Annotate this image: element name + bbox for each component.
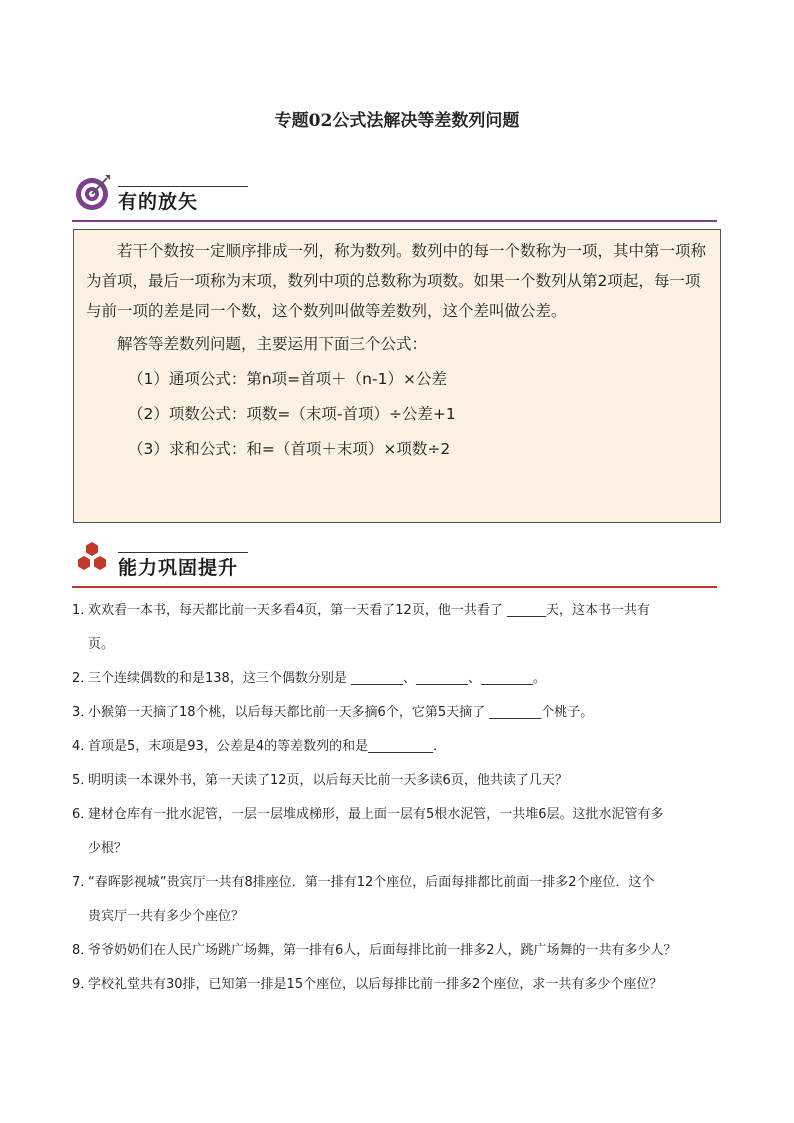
question-item: 4．首项是5，末项是93，公差是4的等差数列的和是__________． [72,739,447,754]
section-divider [72,220,717,222]
question-item: 1．欢欢看一本书，每天都比前一天多看4页，第一天看了12页，他一共看了 ______天，这本书一共有 页。 [72,603,650,652]
formula-item: （1）通项公式：第n项=首项＋（n-1）×公差 [128,370,447,388]
section-header-goals [72,172,717,222]
question-item: 8．爷爷奶奶们在人民广场跳广场舞，第一排有6人，后面每排比前一排多2人，跳广场舞的一共有多少人？ [72,943,677,958]
target-icon [72,172,112,212]
section-header-practice [72,538,717,588]
formula-item: （3）求和公式：和=（首项＋末项）×项数÷2 [128,440,451,458]
section-title: 能力巩固提升 [118,557,239,579]
concept-box [73,229,721,523]
hexagon-cluster-icon [72,538,112,578]
section-divider [72,586,717,588]
question-item: 7．“春晖影视城”贵宾厅一共有8排座位．第一排有12个座位，后面每排都比前面一排多2个座位．这个 贵宾厅一共有多少个座位？ [72,875,655,924]
question-item: 5．明明读一本课外书，第一天读了12页，以后每天比前一天多读6页，他共读了几天？ [72,773,568,788]
question-item: 6．建材仓库有一批水泥管，一层一层堆成梯形，最上面一层有5根水泥管，一共堆6层。这批水泥管有多 少根？ [72,807,664,856]
question-item: 3．小猴第一天摘了18个桃，以后每天都比前一天多摘6个，它第5天摘了 ________个桃子。 [72,705,594,720]
concept-paragraph: 若干个数按一定顺序排成一列，称为数列。数列中的每一个数称为一项，其中第一项称为首项，最后一项称为末项，数列中项的总数称为项数。如果一个数列从第2项起，每一项与前一项的差是同一个数，这个数列叫做等差数列，这个差叫做公差。 [86,242,707,320]
question-item: 2．三个连续偶数的和是138，这三个偶数分别是 ________、________、________。 [72,671,546,686]
question-list [72,594,732,1002]
concept-paragraph: 解答等差数列问题，主要运用下面三个公式： [117,335,428,353]
formula-item: （2）项数公式：项数=（末项-首项）÷公差+1 [128,405,456,423]
section-title: 有的放矢 [118,191,199,213]
page-title: 专题02公式法解决等差数列问题 [274,111,520,131]
question-item: 9．学校礼堂共有30排，已知第一排是15个座位，以后每排比前一排多2个座位，求一共有多少个座位？ [72,977,663,992]
